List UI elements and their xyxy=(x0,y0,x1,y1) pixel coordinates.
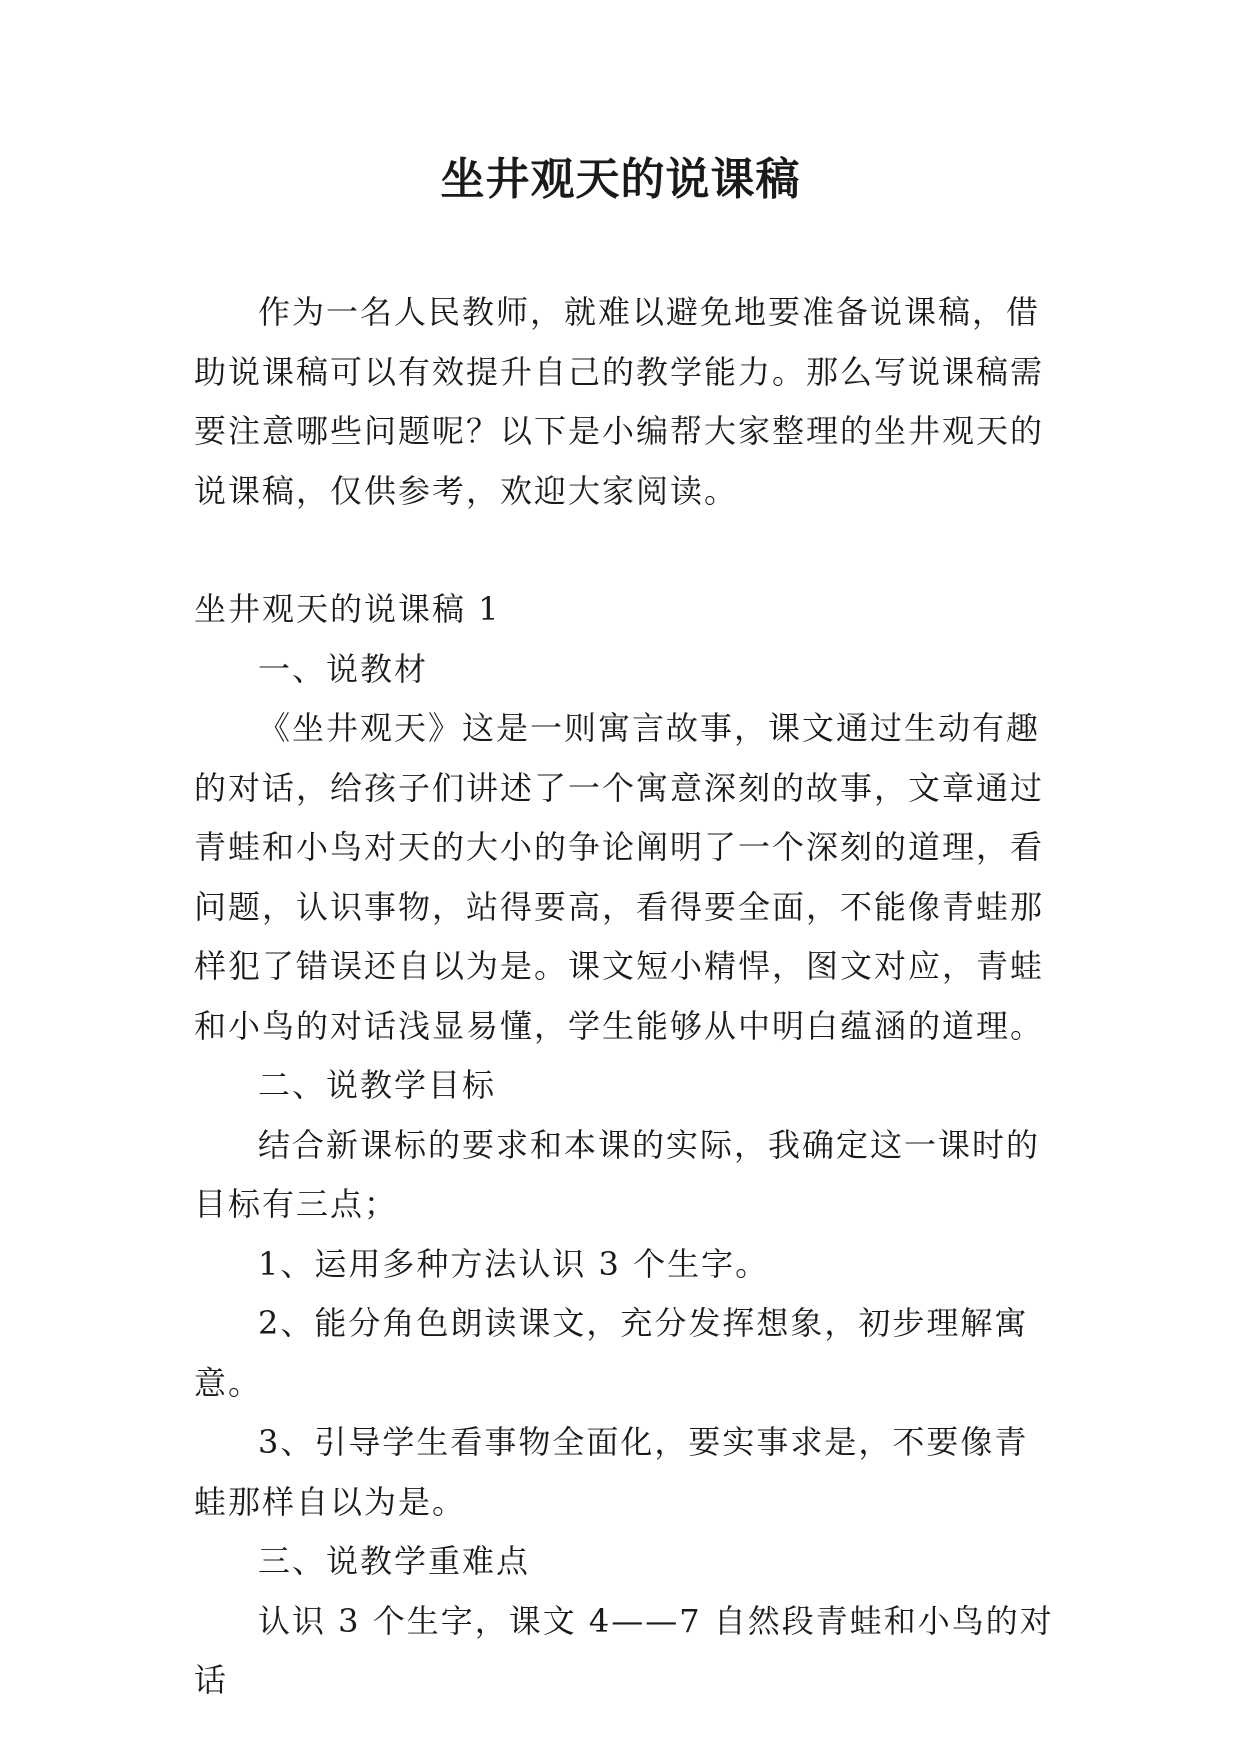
objective-item-3: 3、引导学生看事物全面化，要实事求是，不要像青蛙那样自以为是。 xyxy=(194,1423,1029,1521)
intro-text: 作为一名人民教师，就难以避免地要准备说课稿，借助说课稿可以有效提升自己的教学能力。那么写说课稿需要注意哪些问题呢？以下是小编帮大家整理的坐井观天的说课稿，仅供参考，欢迎大家阅读。 xyxy=(194,293,1045,510)
section-heading: 坐井观天的说课稿 1 xyxy=(194,590,501,628)
paragraph-objectives-intro: 结合新课标的要求和本课的实际，我确定这一课时的目标有三点； xyxy=(194,1125,1041,1223)
heading-key-points: 三、说教学重难点 xyxy=(258,1542,531,1580)
paragraph-textbook: 《坐井观天》这是一则寓言故事，课文通过生动有趣的对话，给孩子们讲述了一个寓意深刻的故事，文章通过青蛙和小鸟对天的大小的争论阐明了一个深刻的道理，看问题，认识事物，站得要高，看得要全面，不能像青蛙那样犯了错误还自以为是。课文短小精悍，图文对应，青蛙和小鸟的对话浅显易懂，学生能够从中明白蕴涵的道理。 xyxy=(194,709,1045,1045)
document-title: 坐井观天的说课稿 xyxy=(440,154,801,205)
main-content xyxy=(194,580,1056,1711)
intro-paragraph xyxy=(194,283,1056,521)
paragraph-key-points: 认识 3 个生字，课文 4——7 自然段青蛙和小鸟的对话 xyxy=(194,1601,1054,1699)
heading-objectives: 二、说教学目标 xyxy=(258,1066,497,1104)
objective-item-1: 1、运用多种方法认识 3 个生字。 xyxy=(258,1244,770,1283)
objective-item-2: 2、能分角色朗读课文，充分发挥想象，初步理解寓意。 xyxy=(194,1304,1029,1402)
heading-textbook: 一、说教材 xyxy=(258,649,429,688)
